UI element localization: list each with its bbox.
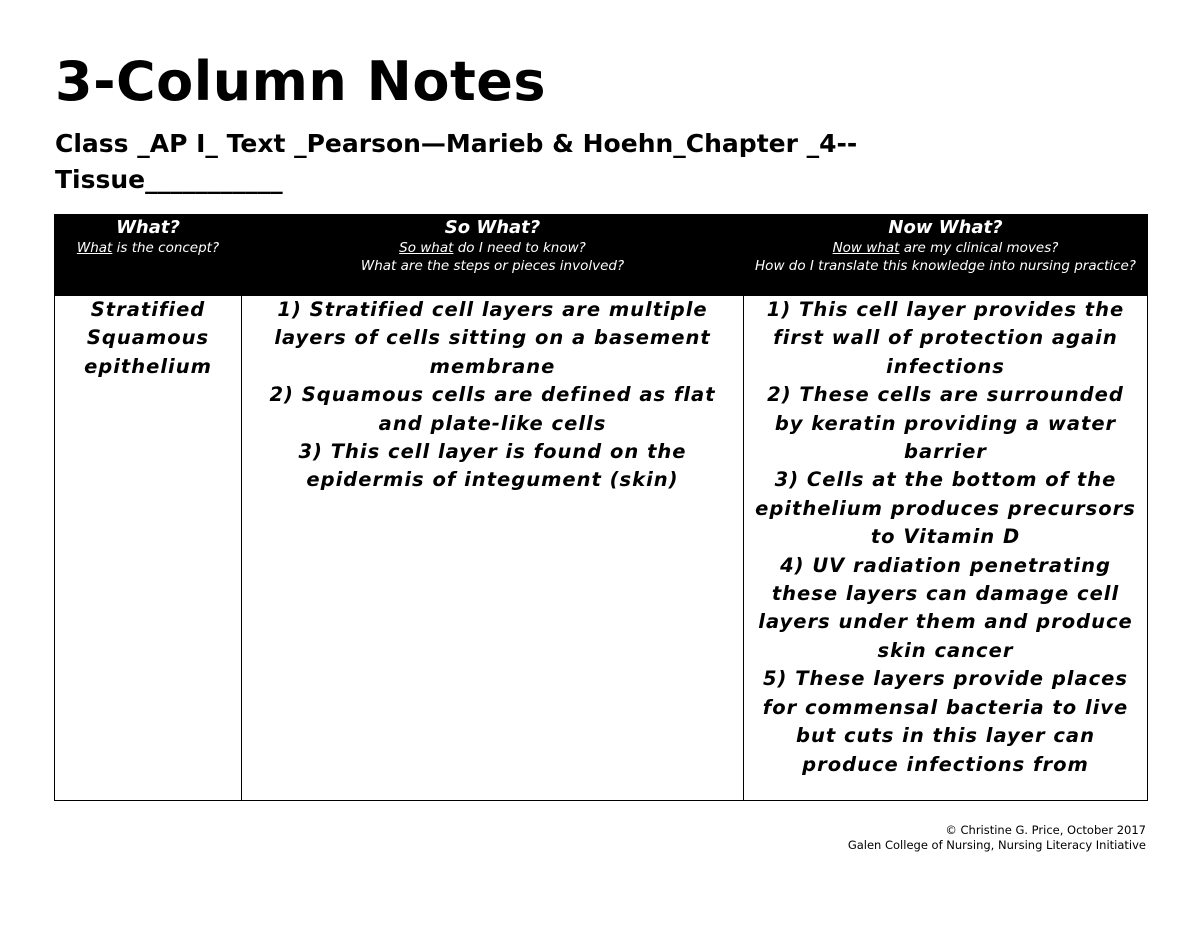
column-prompt-text: do I need to know? — [453, 240, 586, 256]
now-what-cell — [744, 296, 1148, 801]
list-item: 5) These layers provide places for commensal bacteria to live but cuts in this layer can produce infections from — [762, 667, 1129, 776]
column-prompt — [750, 239, 1141, 257]
institution-text: Galen College of Nursing, Nursing Literacy Initiative — [847, 838, 1146, 852]
so-what-cell — [242, 296, 744, 801]
column-prompt — [61, 239, 235, 257]
column-prompt-line2: What are the steps or pieces involved? — [360, 258, 625, 274]
list-item: 4) UV radiation penetrating these layers can damage cell layers under them and produce skin cancer — [758, 553, 1133, 662]
column-prompt-line2: How do I translate this knowledge into nursing practice? — [755, 258, 1136, 274]
column-header-so-what — [242, 215, 744, 296]
column-prompt-text: are my clinical moves? — [899, 240, 1059, 256]
column-prompt — [248, 239, 737, 257]
concept-cell — [55, 296, 242, 801]
footer — [848, 823, 1146, 853]
column-prompt-keyword: So what — [399, 240, 454, 256]
column-prompt-keyword: What — [76, 240, 113, 256]
concept-text: Stratified Squamous epithelium — [84, 298, 212, 378]
list-item: 1) This cell layer provides the first wall of protection again infections — [766, 298, 1125, 378]
column-prompt-keyword: Now what — [832, 240, 900, 256]
three-column-notes-table — [54, 214, 1148, 801]
table-row — [55, 296, 1148, 801]
list-item: 3) Cells at the bottom of the epithelium produces precursors to Vitamin D — [755, 468, 1136, 549]
table-header — [55, 215, 1148, 296]
list-item: 2) These cells are surrounded by keratin providing a water barrier — [767, 383, 1124, 464]
column-heading: So What? — [444, 217, 541, 238]
column-prompt-text: is the concept? — [112, 240, 220, 256]
list-item: 1) Stratified cell layers are multiple layers of cells sitting on a basement membrane — [274, 298, 711, 378]
column-header-now-what — [744, 215, 1148, 296]
column-heading: What? — [116, 217, 180, 238]
list-item: 3) This cell layer is found on the epidermis of integument (skin) — [298, 440, 687, 492]
copyright-text: © Christine G. Price, October 2017 — [945, 823, 1146, 837]
page-title: 3-Column Notes — [55, 50, 547, 113]
class-info-line: Class _AP I_ Text _Pearson—Marieb & Hoehn_Chapter _4--Tissue___________ — [55, 129, 858, 194]
column-heading: Now What? — [888, 217, 1003, 238]
column-header-what — [55, 215, 242, 296]
list-item: 2) Squamous cells are defined as flat and plate-like cells — [269, 383, 716, 435]
